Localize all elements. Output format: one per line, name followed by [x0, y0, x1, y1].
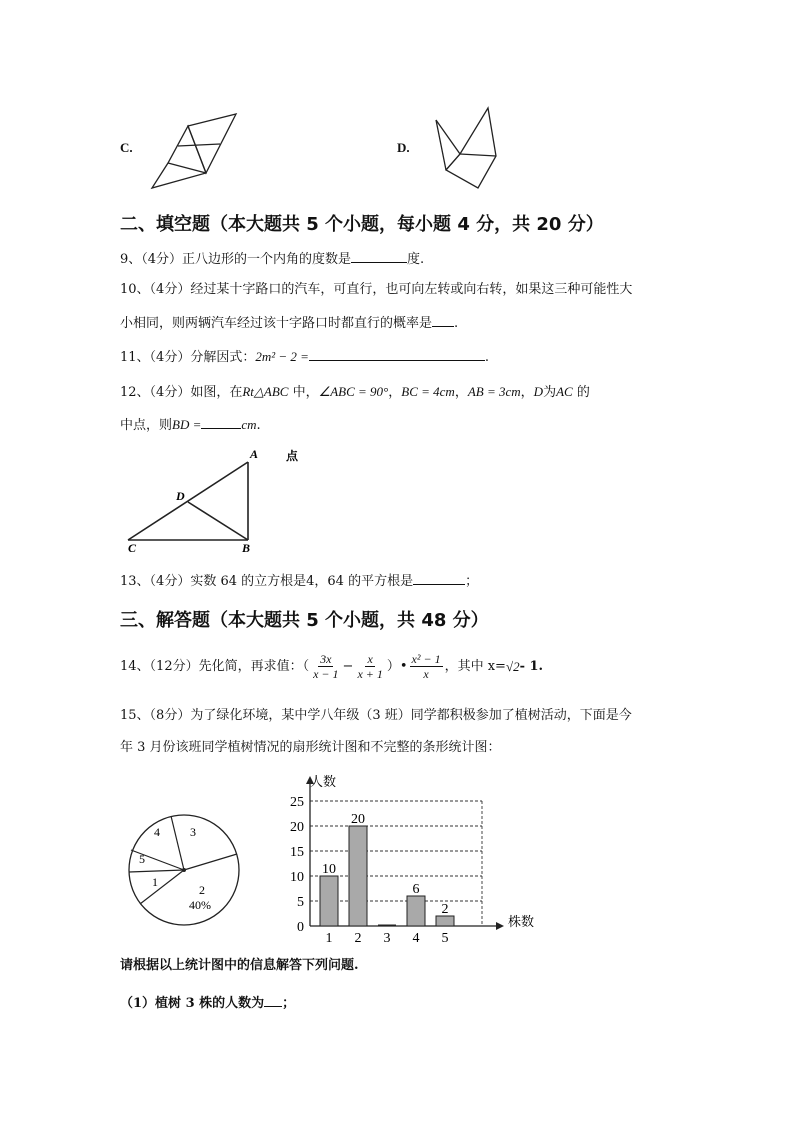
- option-d-figure: [432, 104, 502, 192]
- option-d-label: D.: [397, 140, 410, 155]
- x-tick-label-1: 1: [325, 931, 333, 946]
- q15-sub1-answer-blank[interactable]: [264, 994, 282, 1007]
- q12-fig-side-note: 点: [286, 449, 299, 463]
- q10-text: 小相同，则两辆汽车经过该十字路口时都直行的概率是: [120, 316, 433, 331]
- q10-end: .: [454, 316, 459, 331]
- data-label-1: 10: [322, 862, 336, 877]
- q14-minus: −: [342, 658, 354, 674]
- y-tick-label-15: 15: [290, 845, 304, 860]
- bar-chart: [276, 770, 540, 946]
- q14-f2-den: x + 1: [357, 667, 383, 681]
- bar-1: [320, 876, 338, 926]
- q11-answer-blank[interactable]: [309, 348, 485, 361]
- q12-angle: ∠ABC = 90°: [318, 384, 389, 399]
- q13-text: 13、（4分）实数 64 的立方根是4，64 的平方根是: [120, 574, 414, 589]
- x-tick-label-3: 3: [383, 931, 391, 946]
- question-11: [120, 348, 489, 366]
- pie-label-4: 4: [154, 825, 160, 839]
- q12-end: .: [256, 418, 261, 433]
- q12-mid1: 中，: [288, 385, 319, 400]
- q14-tail: - 1.: [519, 658, 544, 674]
- pie-center: [182, 868, 186, 872]
- pie-label-1: 1: [152, 875, 158, 889]
- y-tick-label-20: 20: [290, 820, 304, 835]
- question-13: [120, 572, 478, 590]
- q12-bc: BC = 4cm: [401, 384, 455, 399]
- q14-fraction-2: [355, 652, 384, 681]
- pie-label-2: 2: [199, 883, 205, 897]
- x-tick-label-2: 2: [354, 931, 362, 946]
- bar-2: [349, 826, 367, 926]
- q13-answer-blank[interactable]: [413, 572, 465, 585]
- q12-answer-blank[interactable]: [201, 416, 241, 429]
- q12-triangle: Rt△ABC: [242, 384, 289, 399]
- q12-d: D: [533, 384, 544, 399]
- bar-4: [407, 896, 425, 926]
- option-c-label: C.: [120, 140, 133, 155]
- q14-text: 14、（12分）先化简，再求值：（: [120, 658, 310, 674]
- pie-divider-4: [129, 870, 184, 872]
- bar-chart-y-ticks: [290, 795, 304, 935]
- q12-suffix: 的: [572, 385, 590, 400]
- data-label-2: 20: [351, 812, 365, 827]
- pie-label-2-percent: 40%: [189, 898, 211, 912]
- question-14: [120, 652, 543, 681]
- bar-chart-x-title: 株数: [508, 914, 535, 929]
- question-10-line-1: 10、（4分）经过某十字路口的汽车，可直行，也可向左转或向右转，如果这三种可能性大: [120, 282, 633, 297]
- q14-fraction-1: [311, 652, 340, 681]
- pie-label-5: 5: [139, 852, 145, 866]
- q14-f1-num: 3x: [320, 652, 332, 666]
- pie-label-3: 3: [190, 825, 196, 839]
- question-9: [120, 250, 424, 268]
- q9-answer-blank[interactable]: [351, 250, 407, 263]
- y-tick-label-0: 0: [297, 920, 304, 935]
- y-tick-label-25: 25: [290, 795, 304, 810]
- question-15-line-2: 年 3 月份该班同学植树情况的扇形统计图和不完整的条形统计图：: [120, 740, 501, 755]
- q14-sqrt: √2: [505, 658, 520, 674]
- q15-sub1-text: （1）植树 3 株的人数为: [120, 996, 265, 1011]
- pie-divider-1: [171, 816, 184, 870]
- q11-end: .: [484, 350, 490, 365]
- section-2-heading: 二、填空题（本大题共 5 个小题，每小题 4 分，共 20 分）: [120, 214, 604, 235]
- q12-comma-2: ，: [454, 385, 468, 400]
- question-12-line-2: [120, 416, 261, 434]
- q12-triangle-figure: [120, 444, 310, 556]
- q9-text: 9、（4分）正八边形的一个内角的度数是: [120, 252, 352, 267]
- pie-chart: [126, 812, 242, 928]
- q13-end: ；: [465, 574, 479, 589]
- q12-ab: AB = 3cm: [467, 384, 521, 399]
- data-label-4: 6: [412, 882, 420, 897]
- question-12-line-1: [120, 384, 590, 401]
- bar-chart-y-title: 人数: [310, 774, 337, 789]
- q12-mid2: 为: [543, 385, 557, 400]
- q14-close: ）•: [386, 658, 408, 674]
- q11-text: 11、（4分）分解因式：: [120, 350, 256, 365]
- q12-fig-label-d: D: [176, 489, 185, 503]
- q14-suffix: ，其中 x=: [444, 658, 506, 674]
- q12-line2-text: 中点，则: [120, 418, 173, 433]
- q14-f3-num: x² − 1: [411, 652, 441, 666]
- q14-fraction-3: [410, 652, 443, 681]
- q14-f1-den: x − 1: [313, 667, 339, 681]
- question-10-line-2: [120, 314, 458, 332]
- pie-divider-5: [140, 870, 184, 904]
- q12-unit: cm: [241, 417, 257, 432]
- pie-divider-2: [184, 854, 237, 870]
- q14-f3-den: x: [423, 667, 429, 681]
- x-tick-label-5: 5: [441, 931, 449, 946]
- data-label-5: 2: [441, 902, 449, 917]
- q12-bd: BD =: [172, 417, 202, 432]
- q12-ac: AC: [556, 384, 573, 399]
- q15-sub1-end: ；: [282, 996, 296, 1011]
- y-tick-label-5: 5: [297, 895, 304, 910]
- option-c-figure: [148, 108, 240, 192]
- x-tick-label-4: 4: [412, 931, 420, 946]
- bar-5: [436, 916, 454, 926]
- q12-fig-label-c: C: [128, 541, 137, 555]
- q12-comma-1: ，: [388, 385, 402, 400]
- y-tick-label-10: 10: [290, 870, 304, 885]
- x-axis-arrow: [496, 922, 504, 930]
- q9-suffix: 度.: [407, 252, 425, 267]
- question-15-sub-1: [120, 994, 295, 1012]
- q11-expression: 2m² − 2 =: [255, 349, 309, 364]
- bar-chart-x-ticks: [326, 931, 449, 946]
- section-3-heading: 三、解答题（本大题共 5 个小题，共 48 分）: [120, 610, 489, 631]
- question-15-line-1: 15、（8分）为了绿化环境，某中学八年级（3 班）同学都积极参加了植树活动，下面是今: [120, 708, 632, 723]
- q12-fig-label-b: B: [242, 541, 251, 555]
- q10-answer-blank[interactable]: [432, 314, 454, 327]
- q14-f2-num: x: [367, 652, 373, 666]
- q12-comma-3: ，: [520, 385, 534, 400]
- question-15-instruction: 请根据以上统计图中的信息解答下列问题.: [120, 958, 359, 973]
- q12-text: 12、（4分）如图，在: [120, 385, 243, 400]
- q12-fig-label-a: A: [250, 447, 259, 461]
